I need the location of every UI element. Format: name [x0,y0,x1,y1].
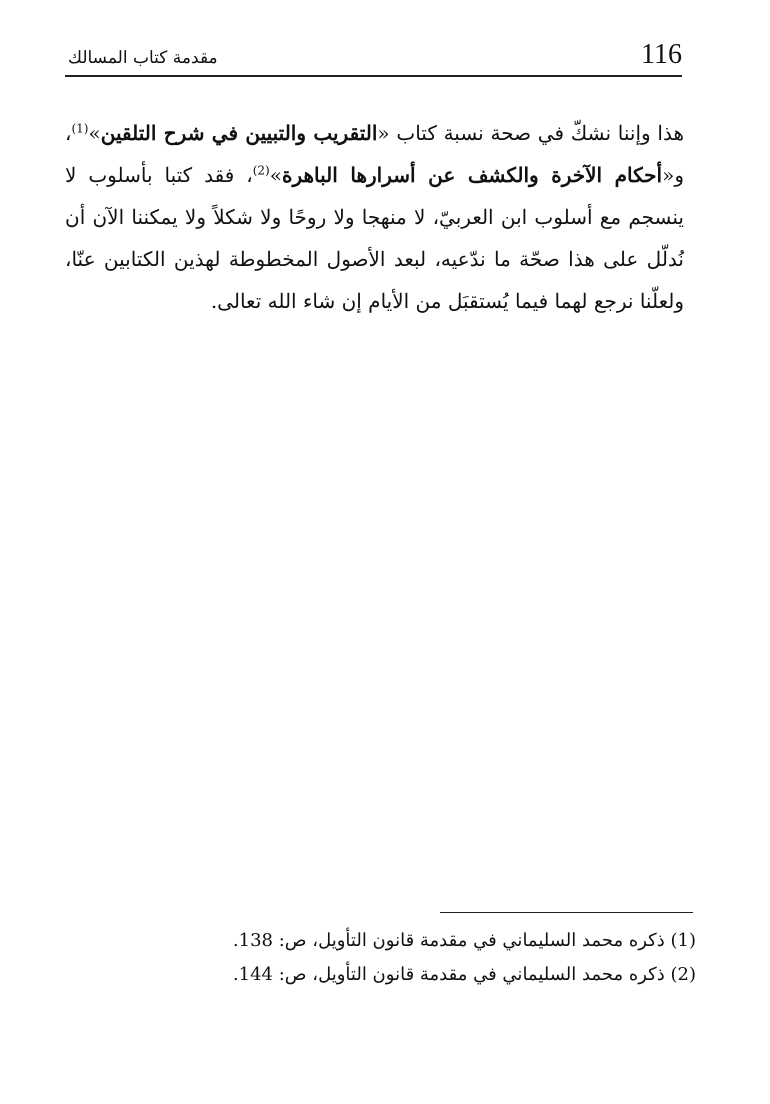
paragraph-text-2: » [88,121,101,145]
header-rule [65,75,682,77]
paragraph-text-1: هذا وإننا نشكّ في صحة نسبة كتاب « [377,121,684,145]
paragraph-text-5: ، فقد كتبا بأسلوب لا ينسجم مع أسلوب ابن العربيّ، لا منهجا ولا روحًا ولا شكلاً ولا يمكننا الآن أن نُدلّل على هذا صحّة ما ندّعيه، لبعد الأصول المخطوطة لهذين الكتابين عنّا، ولعلّنا نرجع لهما فيما يُستقبَل من الأيام إن شاء الله تعالى. [65,163,684,313]
book-title-2: أحكام الآخرة والكشف عن أسرارها الباهرة [281,163,663,187]
footnote-1: (1) ذكره محمد السليماني في مقدمة قانون التأويل، ص: 138. [232,930,696,951]
main-paragraph [65,112,684,322]
paragraph-text-3: ، و« [65,121,684,187]
footnote-ref-1: (1) [71,121,89,136]
footnote-separator [440,912,693,913]
footnotes [210,924,696,992]
paragraph-text-4: » [269,163,282,187]
running-title: مقدمة كتاب المسالك [68,48,218,68]
footnote-2: (2) ذكره محمد السليماني في مقدمة قانون التأويل، ص: 144. [232,964,696,985]
book-title-1: التقريب والتبيين في شرح التلقين [100,121,378,145]
footnote-ref-2: (2) [252,163,270,178]
page-header [68,38,682,74]
page-number: 116 [641,39,682,70]
